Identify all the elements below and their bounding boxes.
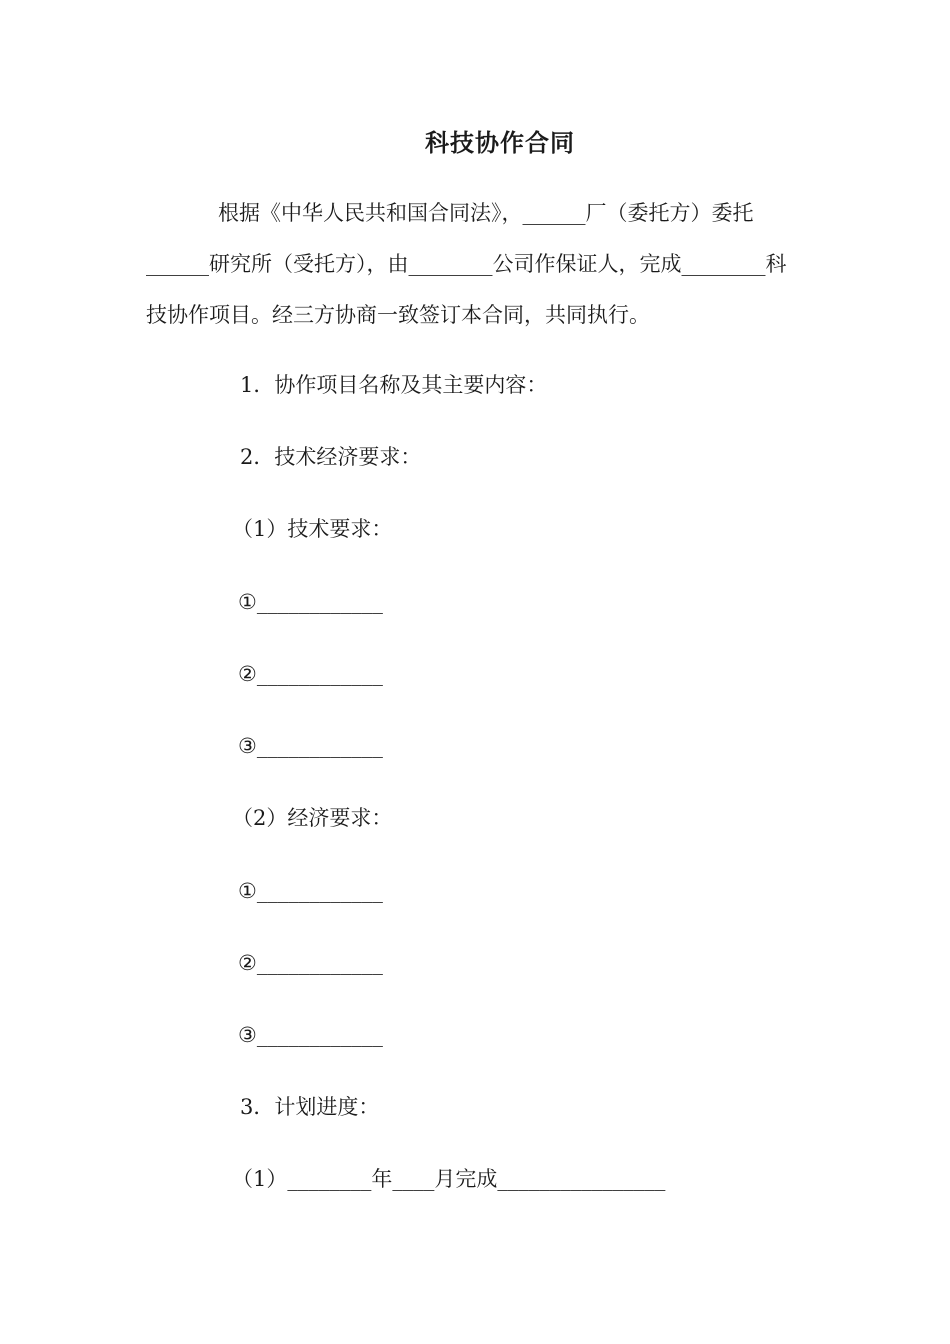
blank-item: ③____________	[238, 734, 383, 758]
blank-item: ①____________	[238, 590, 383, 614]
blank-item: ①____________	[238, 879, 383, 903]
blank-item: ③____________	[238, 1023, 383, 1047]
blank-item: ②____________	[238, 662, 383, 686]
document-title: 科技协作合同	[425, 129, 575, 157]
section-heading-requirements: 2．技术经济要求：	[240, 445, 422, 469]
schedule-item: （1）________年____月完成________________	[232, 1167, 666, 1191]
subsection-economic: （2）经济要求：	[232, 806, 393, 830]
section-heading-project: 1．协作项目名称及其主要内容：	[240, 373, 548, 397]
blank-item: ②____________	[238, 951, 383, 975]
subsection-technical: （1）技术要求：	[232, 517, 393, 541]
section-heading-schedule: 3．计划进度：	[240, 1095, 380, 1119]
intro-paragraph: 根据《中华人民共和国合同法》，______厂（委托方）委托______研究所（受托方），由________公司作保证人，完成________科技协作项目。经三方协商一致签订本合同，共同执行。	[146, 201, 787, 327]
